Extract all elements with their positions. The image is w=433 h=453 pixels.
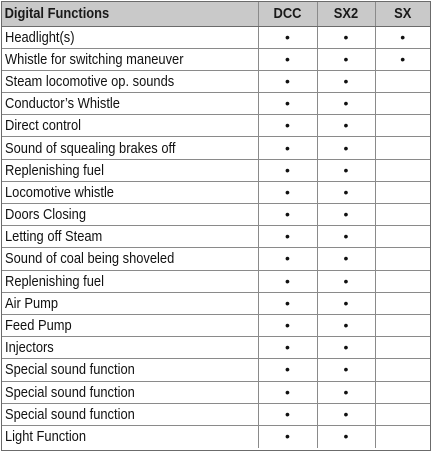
table-row: [2, 403, 430, 425]
function-label: Special sound function: [5, 405, 135, 423]
sx-support-cell: [375, 337, 430, 359]
table-row: [2, 137, 430, 159]
support-dot-icon: •: [400, 50, 406, 67]
function-cell: [2, 93, 258, 115]
sx-support-cell: [375, 314, 430, 336]
dcc-support-cell: [258, 270, 317, 292]
function-label: Whistle for switching maneuver: [5, 50, 184, 68]
support-dot-icon: •: [343, 428, 349, 445]
sx-support-cell: [375, 359, 430, 381]
function-label: Locomotive whistle: [5, 183, 114, 201]
sx-support-cell: [375, 248, 430, 270]
function-label: Replenishing fuel: [5, 161, 104, 179]
support-dot-icon: •: [285, 317, 290, 334]
sx-support-cell: [375, 137, 430, 159]
sx2-support-cell: [317, 314, 375, 336]
sx2-support-cell: [317, 115, 375, 137]
sx2-support-cell: [317, 26, 375, 48]
sx-support-cell: [375, 159, 430, 181]
function-label: Sound of coal being shoveled: [5, 250, 175, 268]
table-row: [2, 204, 430, 226]
support-dot-icon: •: [343, 228, 349, 245]
function-label: Letting off Steam: [5, 228, 103, 246]
sx-support-cell: [375, 381, 430, 403]
sx2-support-cell: [317, 204, 375, 226]
header-sx2: SX2: [321, 2, 371, 26]
sx2-support-cell: [317, 403, 375, 425]
support-dot-icon: •: [343, 183, 349, 200]
dcc-support-cell: [258, 70, 317, 92]
dcc-support-cell: [258, 381, 317, 403]
support-dot-icon: •: [285, 161, 290, 178]
sx2-support-cell: [317, 226, 375, 248]
sx2-support-cell: [317, 425, 375, 447]
table-row: [2, 337, 430, 359]
support-dot-icon: •: [343, 95, 349, 112]
support-dot-icon: •: [343, 294, 349, 311]
support-dot-icon: •: [343, 383, 349, 400]
table-row: [2, 48, 430, 70]
support-dot-icon: •: [285, 361, 290, 378]
support-dot-icon: •: [343, 361, 349, 378]
function-label: Conductor’s Whistle: [5, 95, 120, 113]
support-dot-icon: •: [343, 250, 349, 267]
support-dot-icon: •: [400, 28, 406, 45]
table-row: [2, 115, 430, 137]
support-dot-icon: •: [343, 272, 349, 289]
dcc-support-cell: [258, 93, 317, 115]
table-row: [2, 93, 430, 115]
sx-support-cell: [375, 93, 430, 115]
function-label: Steam locomotive op. sounds: [5, 72, 175, 90]
sx-support-cell: [375, 181, 430, 203]
function-cell: [2, 159, 258, 181]
sx2-support-cell: [317, 248, 375, 270]
digital-functions-table: [2, 2, 430, 448]
support-dot-icon: •: [343, 206, 349, 223]
function-label: Injectors: [5, 339, 54, 357]
dcc-support-cell: [258, 226, 317, 248]
header-sx: SX: [379, 2, 426, 26]
support-dot-icon: •: [285, 183, 290, 200]
function-cell: [2, 270, 258, 292]
header-dcc: DCC: [262, 2, 313, 26]
support-dot-icon: •: [285, 28, 290, 45]
support-dot-icon: •: [285, 272, 290, 289]
dcc-support-cell: [258, 159, 317, 181]
support-dot-icon: •: [285, 95, 290, 112]
support-dot-icon: •: [343, 317, 349, 334]
function-cell: [2, 337, 258, 359]
function-label: Headlight(s): [5, 28, 75, 46]
dcc-support-cell: [258, 425, 317, 447]
sx2-support-cell: [317, 381, 375, 403]
digital-functions-table-frame: [1, 1, 431, 451]
support-dot-icon: •: [285, 250, 290, 267]
function-cell: [2, 48, 258, 70]
sx-support-cell: [375, 292, 430, 314]
sx2-support-cell: [317, 137, 375, 159]
function-label: Special sound function: [5, 361, 135, 379]
table-row: [2, 292, 430, 314]
support-dot-icon: •: [285, 428, 290, 445]
support-dot-icon: •: [285, 50, 290, 67]
support-dot-icon: •: [343, 139, 349, 156]
function-cell: [2, 26, 258, 48]
sx-support-cell: [375, 115, 430, 137]
table-row: [2, 381, 430, 403]
sx2-support-cell: [317, 48, 375, 70]
support-dot-icon: •: [285, 294, 290, 311]
sx2-support-cell: [317, 337, 375, 359]
sx-support-cell: [375, 425, 430, 447]
sx-support-cell: [375, 48, 430, 70]
table-row: [2, 425, 430, 447]
support-dot-icon: •: [285, 228, 290, 245]
support-dot-icon: •: [343, 161, 349, 178]
function-label: Special sound function: [5, 383, 135, 401]
table-row: [2, 70, 430, 92]
sx2-support-cell: [317, 159, 375, 181]
sx2-support-cell: [317, 70, 375, 92]
function-cell: [2, 115, 258, 137]
table-row: [2, 159, 430, 181]
dcc-support-cell: [258, 181, 317, 203]
function-label: Replenishing fuel: [5, 272, 104, 290]
sx-support-cell: [375, 270, 430, 292]
support-dot-icon: •: [343, 117, 349, 134]
dcc-support-cell: [258, 248, 317, 270]
function-label: Sound of squealing brakes off: [5, 139, 176, 157]
function-cell: [2, 137, 258, 159]
table-row: [2, 226, 430, 248]
sx2-support-cell: [317, 93, 375, 115]
dcc-support-cell: [258, 403, 317, 425]
function-cell: [2, 403, 258, 425]
support-dot-icon: •: [285, 206, 290, 223]
function-cell: [2, 70, 258, 92]
sx-support-cell: [375, 226, 430, 248]
table-header-row: [2, 2, 430, 26]
support-dot-icon: •: [285, 405, 290, 422]
support-dot-icon: •: [285, 117, 290, 134]
support-dot-icon: •: [285, 383, 290, 400]
dcc-support-cell: [258, 337, 317, 359]
sx-support-cell: [375, 403, 430, 425]
dcc-support-cell: [258, 314, 317, 336]
support-dot-icon: •: [343, 339, 349, 356]
function-label: Light Function: [5, 428, 87, 446]
function-cell: [2, 381, 258, 403]
header-digital-functions: Digital Functions: [2, 2, 222, 26]
function-cell: [2, 292, 258, 314]
dcc-support-cell: [258, 26, 317, 48]
table-row: [2, 248, 430, 270]
function-cell: [2, 181, 258, 203]
support-dot-icon: •: [343, 72, 349, 89]
support-dot-icon: •: [343, 28, 349, 45]
dcc-support-cell: [258, 137, 317, 159]
function-cell: [2, 226, 258, 248]
dcc-support-cell: [258, 359, 317, 381]
dcc-support-cell: [258, 115, 317, 137]
function-cell: [2, 359, 258, 381]
function-cell: [2, 204, 258, 226]
sx2-support-cell: [317, 270, 375, 292]
function-label: Direct control: [5, 117, 81, 135]
support-dot-icon: •: [285, 72, 290, 89]
table-row: [2, 181, 430, 203]
function-label: Air Pump: [5, 294, 59, 312]
function-label: Feed Pump: [5, 317, 72, 335]
sx2-support-cell: [317, 292, 375, 314]
sx2-support-cell: [317, 359, 375, 381]
table-row: [2, 314, 430, 336]
table-row: [2, 26, 430, 48]
dcc-support-cell: [258, 204, 317, 226]
table-row: [2, 359, 430, 381]
table-row: [2, 270, 430, 292]
sx-support-cell: [375, 70, 430, 92]
support-dot-icon: •: [343, 405, 349, 422]
function-cell: [2, 425, 258, 447]
sx2-support-cell: [317, 181, 375, 203]
support-dot-icon: •: [343, 50, 349, 67]
support-dot-icon: •: [285, 139, 290, 156]
support-dot-icon: •: [285, 339, 290, 356]
function-label: Doors Closing: [5, 206, 87, 224]
table-body: [2, 26, 430, 448]
dcc-support-cell: [258, 48, 317, 70]
dcc-support-cell: [258, 292, 317, 314]
sx-support-cell: [375, 204, 430, 226]
sx-support-cell: [375, 26, 430, 48]
function-cell: [2, 248, 258, 270]
function-cell: [2, 314, 258, 336]
